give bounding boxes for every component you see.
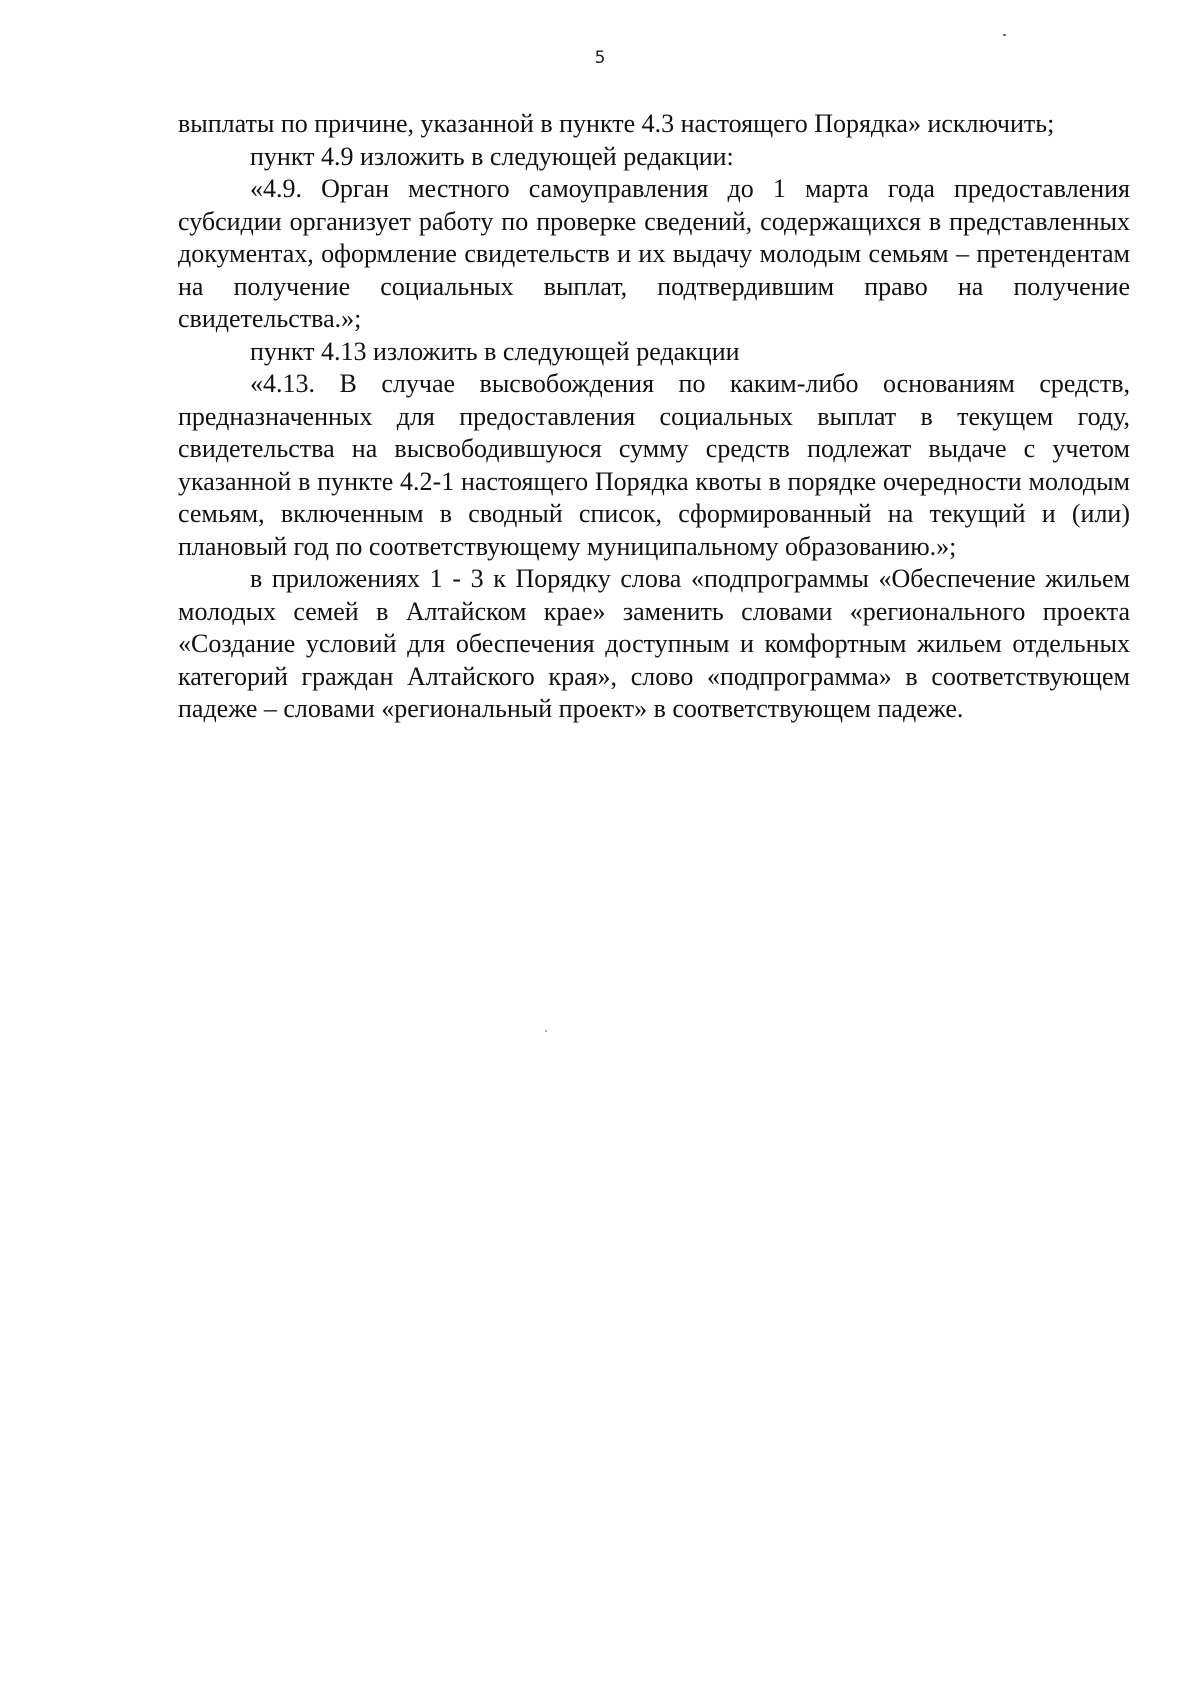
paragraph-continuation: выплаты по причине, указанной в пункте 4.3 настоящего Порядка» исключить; bbox=[178, 109, 1055, 138]
scan-speck bbox=[545, 1030, 547, 1032]
scan-speck bbox=[1003, 34, 1006, 36]
paragraph-item-4-13-text: «4.13. В случае высвобождения по каким-либо основаниям средств, предназначенных для предоставления социальных выплат в текущем году, свидетельства на высвободившуюся сумму средств подлежат выдаче с учетом указанной в пункте 4.2-1 настоящего Порядка квоты в порядке очередности молодым семьям, включенным в сводный список, сформированный на текущий и (или) плановый год по соответствующему муниципальному образованию.»; bbox=[178, 369, 1130, 561]
page-number: 5 bbox=[594, 48, 606, 68]
document-body bbox=[178, 108, 1130, 726]
paragraph-item-4-9-instruction: пункт 4.9 изложить в следующей редакции: bbox=[250, 141, 734, 171]
paragraph-item-4-13-instruction: пункт 4.13 изложить в следующей редакции bbox=[250, 336, 740, 366]
paragraph-item-4-9-text: «4.9. Орган местного самоуправления до 1 марта года предоставления субсидии организует работу по проверке сведений, содержащихся в представленных документах, оформление свидетельств и их выдачу молодым семьям – претендентам на получение социальных выплат, подтвердившим право на получение свидетельства.»; bbox=[178, 174, 1130, 333]
paragraph-appendices-amendment: в приложениях 1 - 3 к Порядку слова «подпрограммы «Обеспечение жильем молодых семей в Алтайском крае» заменить словами «регионального проекта «Создание условий для обеспечения доступным и комфортным жильем отдельных категорий граждан Алтайского края», слово «подпрограмма» в соответствующем падеже – словами «региональный проект» в соответствующем падеже. bbox=[178, 564, 1130, 723]
